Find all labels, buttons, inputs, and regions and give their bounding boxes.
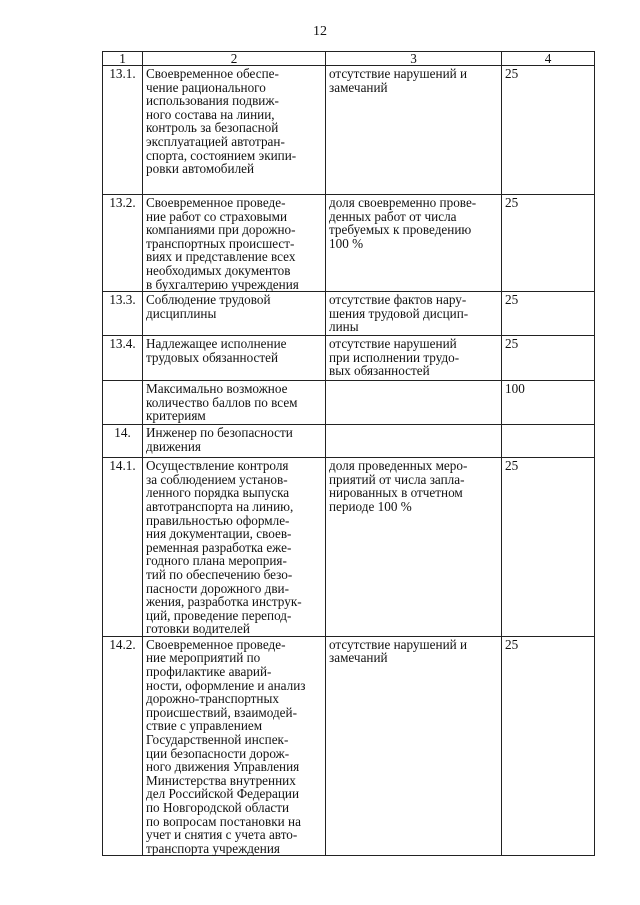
points-cell: 25 — [502, 195, 595, 292]
row-number: 14. — [103, 425, 143, 458]
points-cell: 100 — [502, 381, 595, 425]
row-number — [103, 381, 143, 425]
points-cell: 25 — [502, 336, 595, 381]
table-row — [103, 66, 595, 195]
indicator-cell: отсутствие фактов нару- шения трудовой дисцип- лины — [326, 292, 502, 336]
criterion-cell: Осуществление контроля за соблюдением установ- ленного порядка выпуска автотранспорта на линию, правильностью оформле- ния документации, своев- ременная разработка еже- годного плана мероприя- тий по обеспечению безо- пасности дорожного дви- жения, разработка инструк- ций, проведение перепод- готовки водителей — [143, 458, 326, 637]
column-header: 1 — [103, 52, 143, 66]
indicator-cell: отсутствие нарушений при исполнении трудо- вых обязанностей — [326, 336, 502, 381]
table-row — [103, 458, 595, 637]
table-row — [103, 292, 595, 336]
table-row — [103, 195, 595, 292]
indicator-cell: доля проведенных меро- приятий от числа запла- нированных в отчетном периоде 100 % — [326, 458, 502, 637]
row-number: 14.2. — [103, 636, 143, 856]
points-cell: 25 — [502, 458, 595, 637]
points-cell: 25 — [502, 636, 595, 856]
indicator-cell: отсутствие нарушений и замечаний — [326, 636, 502, 856]
column-header: 3 — [326, 52, 502, 66]
points-cell: 25 — [502, 66, 595, 195]
row-number: 13.3. — [103, 292, 143, 336]
criterion-cell: Своевременное проведе- ние мероприятий по профилактике аварий- ности, оформление и анализ дорожно-транспортных происшествий, взаимодей- ствие с управлением Государственной инспек- ции безопасности дорож- ного движения Управления Министерства внутренних дел Российской Федерации по Новгородской области по вопросам постановки на учет и снятия с учета авто- транспорта учреждения — [143, 636, 326, 856]
criterion-cell: Надлежащее исполнение трудовых обязанностей — [143, 336, 326, 381]
table-row — [103, 636, 595, 856]
criteria-table — [102, 51, 595, 856]
points-cell — [502, 425, 595, 458]
points-cell: 25 — [502, 292, 595, 336]
criterion-cell: Инженер по безопасности движения — [143, 425, 326, 458]
table-row — [103, 425, 595, 458]
row-number: 14.1. — [103, 458, 143, 637]
indicator-cell — [326, 425, 502, 458]
criterion-cell: Своевременное проведе- ние работ со страховыми компаниями при дорожно- транспортных происшест- виях и представление всех необходимых документов в бухгалтерию учреждения — [143, 195, 326, 292]
table-row — [103, 381, 595, 425]
page-number: 12 — [313, 24, 327, 39]
column-header: 4 — [502, 52, 595, 66]
criterion-cell: Своевременное обеспе- чение рационального использования подвиж- ного состава на линии, контроль за безопасной эксплуатацией автотран- спорта, состоянием экипи- ровки автомобилей — [143, 66, 326, 195]
row-number: 13.2. — [103, 195, 143, 292]
table-row — [103, 336, 595, 381]
indicator-cell: отсутствие нарушений и замечаний — [326, 66, 502, 195]
criterion-cell: Соблюдение трудовой дисциплины — [143, 292, 326, 336]
column-header: 2 — [143, 52, 326, 66]
criterion-cell: Максимально возможное количество баллов по всем критериям — [143, 381, 326, 425]
row-number: 13.4. — [103, 336, 143, 381]
indicator-cell: доля своевременно прове- денных работ от числа требуемых к проведению 100 % — [326, 195, 502, 292]
indicator-cell — [326, 381, 502, 425]
row-number: 13.1. — [103, 66, 143, 195]
table-header-row — [103, 52, 595, 66]
